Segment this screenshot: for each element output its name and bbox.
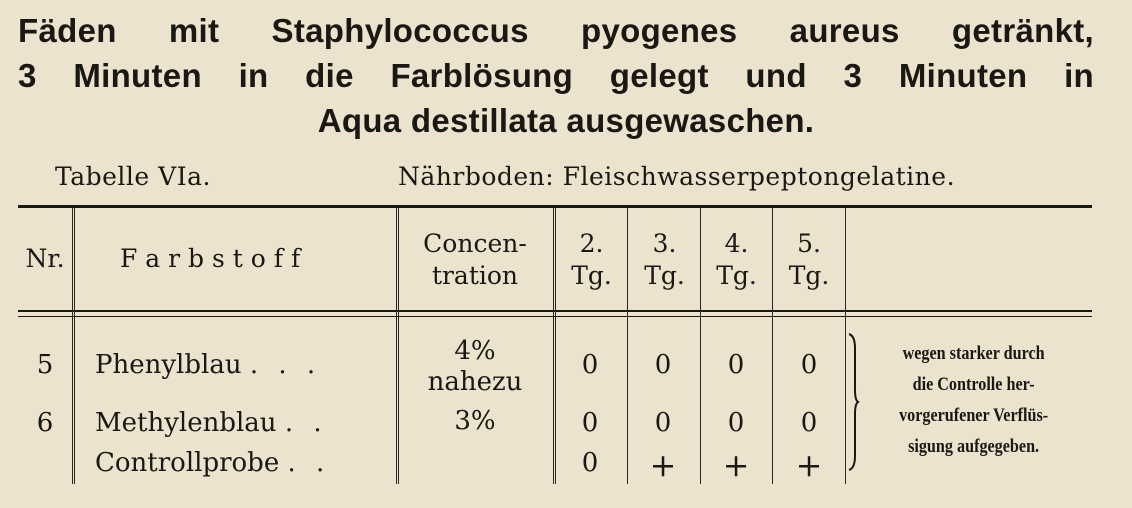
row-6-day5: 0 [800, 408, 818, 438]
note-line-4: sigung aufgegeben. [908, 436, 1040, 457]
col-divider [396, 208, 399, 484]
row-5-day2: 0 [581, 350, 599, 380]
note-line-1: wegen starker durch [902, 343, 1045, 364]
medium-label: Nährboden: Fleischwasserpeptongelatine. [398, 162, 956, 191]
header-concentration-2: tration [431, 261, 519, 290]
control-day5: + [795, 446, 823, 484]
header-day4-tg: Tg. [716, 261, 757, 290]
header-day2-num: 2. [579, 229, 604, 258]
row-5-nr: 5 [36, 350, 54, 380]
row-6-day2: 0 [581, 408, 599, 438]
header-concentration-1: Concen- [423, 229, 527, 258]
remark-note [858, 338, 1089, 462]
control-name: Controllprobe . . [95, 448, 331, 478]
title-line-1: Fäden mit Staphylococcus pyogenes aureus getränkt, [18, 12, 1094, 49]
row-6-concentration-qualifier: nahezu [427, 367, 523, 397]
header-day5-tg: Tg. [788, 261, 830, 290]
row-6-name: Methylenblau . . [95, 408, 328, 438]
row-5-name: Phenylblau . . . [95, 350, 322, 380]
header-day2-tg: Tg. [571, 261, 612, 290]
row-5-day5: 0 [800, 350, 818, 380]
note-line-2: die Controlle her- [912, 374, 1035, 395]
header-day3-tg: Tg. [644, 261, 685, 290]
row-5-day3: 0 [654, 350, 672, 380]
header-day4-num: 4. [724, 229, 749, 258]
row-6-nr: 6 [36, 408, 54, 438]
header-farbstoff: F a r b s t o f f [120, 244, 301, 273]
table-label: Tabelle VIa. [55, 162, 211, 191]
title-line-3: Aqua destillata ausgewaschen. [317, 102, 815, 139]
title-line-2: 3 Minuten in die Farblösung gelegt und 3 Minuten in [18, 57, 1094, 94]
header-nr: Nr. [25, 244, 65, 273]
row-6-day4: 0 [727, 408, 745, 438]
row-5-day4: 0 [727, 350, 745, 380]
table-title [0, 8, 1132, 143]
control-day4: + [722, 446, 750, 484]
control-day3: + [649, 446, 677, 484]
control-day2: 0 [581, 448, 599, 478]
row-6-concentration: 3% [454, 406, 496, 436]
note-line-3: vorgerufener Verflüs- [899, 405, 1049, 426]
col-divider [627, 208, 628, 484]
header-day3-num: 3. [652, 229, 677, 258]
col-divider [72, 208, 75, 484]
row-5-concentration: 4% [454, 336, 496, 366]
header-day5-num: 5. [797, 229, 821, 258]
row-6-day3: 0 [654, 408, 672, 438]
